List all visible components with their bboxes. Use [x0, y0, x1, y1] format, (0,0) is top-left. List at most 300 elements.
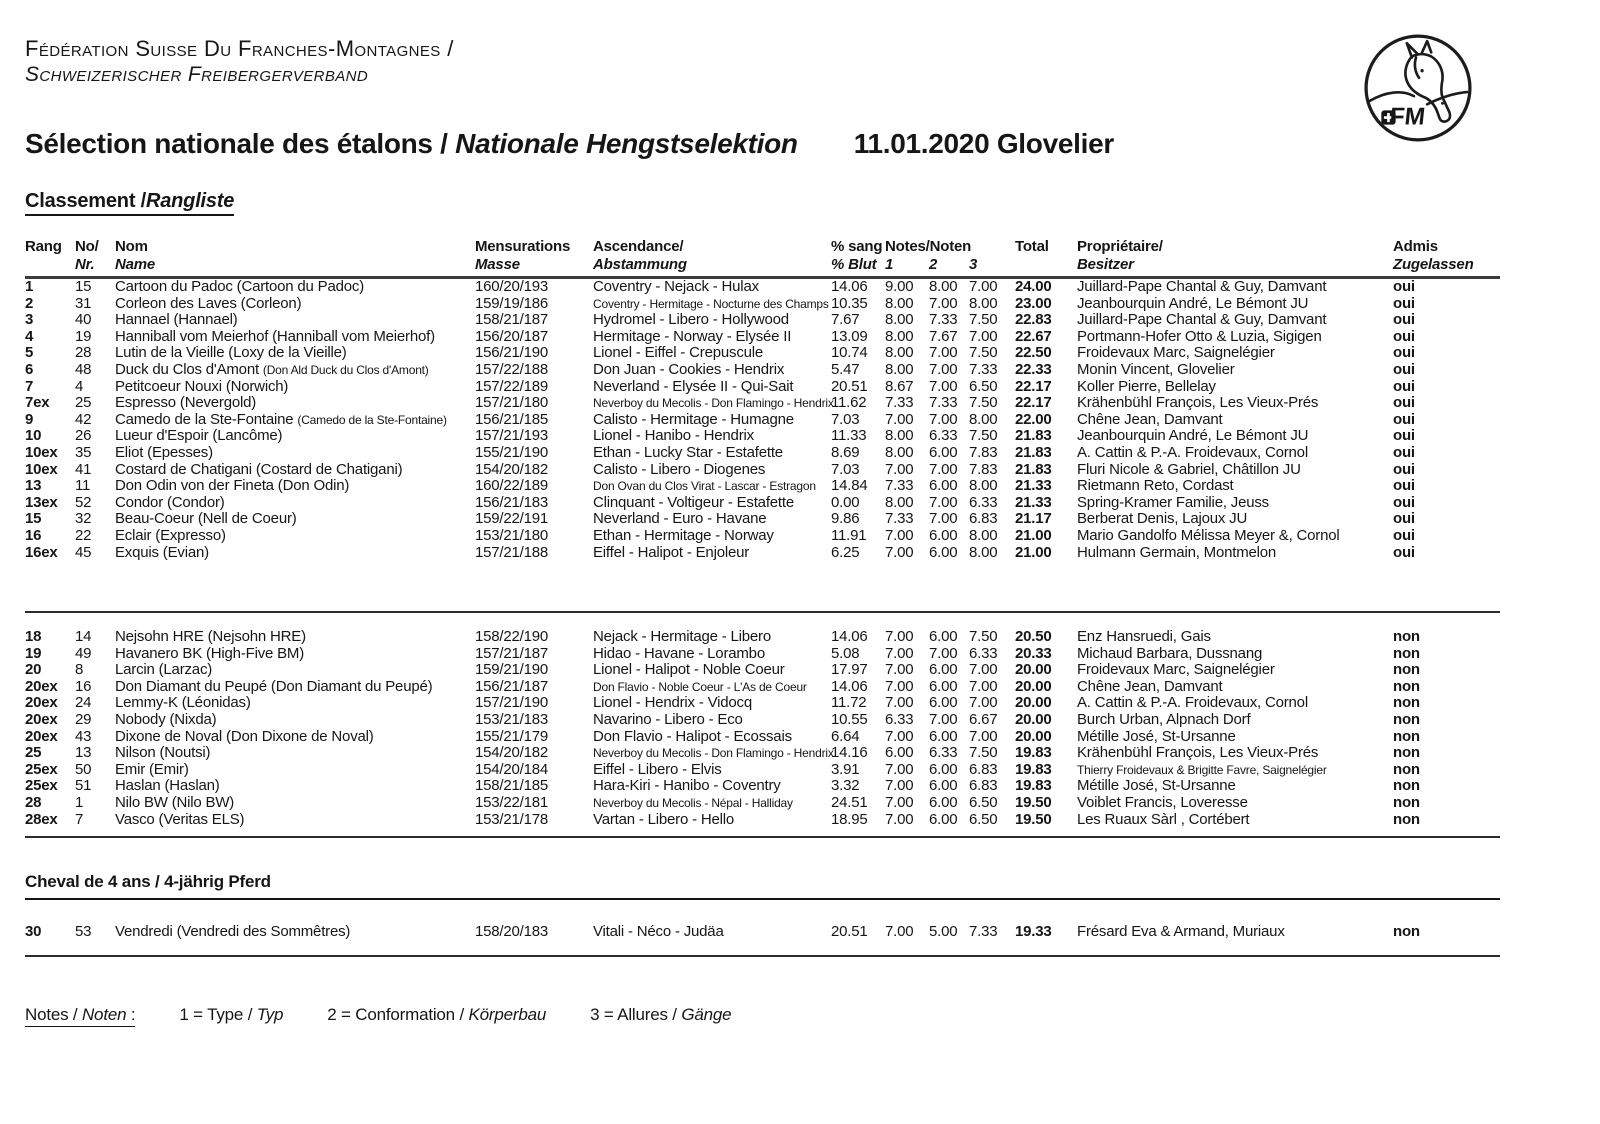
- table-row: [25, 296, 1500, 313]
- cell-proprietaire: Rietmann Reto, Cordast: [1077, 477, 1234, 495]
- col-header-asc-fr: Ascendance/: [593, 238, 684, 255]
- cell-rang: 19: [25, 644, 42, 662]
- table-header: [25, 238, 1500, 279]
- cell-note-2: 6.00: [929, 810, 958, 828]
- cell-note-1: 8.00: [885, 443, 914, 461]
- cell-note-3: 7.50: [969, 394, 998, 412]
- cell-proprietaire: Mario Gandolfo Mélissa Meyer &, Cornol: [1077, 526, 1340, 544]
- cell-total: 21.00: [1015, 526, 1052, 544]
- cell-admis: non: [1393, 923, 1420, 941]
- table-row: [25, 428, 1500, 445]
- cell-note-2: 7.33: [929, 311, 958, 329]
- table-row: [25, 312, 1500, 329]
- cell-proprietaire: Froidevaux Marc, Saignelégier: [1077, 344, 1275, 362]
- cell-no: 48: [75, 360, 92, 378]
- cell-nom: Vasco (Veritas ELS): [115, 810, 245, 828]
- cell-note-2: 6.00: [929, 694, 958, 712]
- cell-nom: Costard de Chatigani (Costard de Chatigani): [115, 460, 403, 478]
- cell-no: 25: [75, 394, 92, 412]
- cell-mensurations: 157/22/189: [475, 377, 549, 395]
- cell-proprietaire: Les Ruaux Sàrl , Cortébert: [1077, 810, 1250, 828]
- cell-total: 22.67: [1015, 327, 1052, 345]
- cell-sang: 10.74: [831, 344, 868, 362]
- cell-mensurations: 155/21/190: [475, 443, 549, 461]
- cell-admis: oui: [1393, 526, 1415, 544]
- cell-note-2: 7.00: [929, 360, 958, 378]
- table-row: [25, 412, 1500, 429]
- cell-rang: 20ex: [25, 694, 58, 712]
- cell-ascendance: Lionel - Halipot - Noble Coeur: [593, 661, 785, 679]
- cell-ascendance: Hydromel - Libero - Hollywood: [593, 311, 789, 329]
- cell-note-2: 6.00: [929, 794, 958, 812]
- table-row: [25, 924, 1500, 941]
- cell-ascendance: Nejack - Hermitage - Libero: [593, 628, 771, 646]
- cell-mensurations: 158/20/183: [475, 923, 549, 941]
- col-header-note-3: 3: [969, 256, 978, 273]
- cell-total: 19.33: [1015, 923, 1052, 941]
- cell-no: 50: [75, 760, 92, 778]
- cell-note-1: 7.00: [885, 810, 914, 828]
- cell-no: 43: [75, 727, 92, 745]
- cell-note-1: 7.00: [885, 727, 914, 745]
- cell-rang: 30: [25, 923, 42, 941]
- cell-note-2: 7.00: [929, 711, 958, 729]
- table-row: [25, 478, 1500, 495]
- cell-total: 21.33: [1015, 493, 1052, 511]
- cell-ascendance: Ethan - Lucky Star - Estafette: [593, 443, 783, 461]
- cell-rang: 28: [25, 794, 42, 812]
- cell-total: 20.00: [1015, 711, 1052, 729]
- cell-no: 22: [75, 526, 92, 544]
- cell-rang: 20ex: [25, 711, 58, 729]
- cell-admis: oui: [1393, 278, 1415, 295]
- table-row: [25, 379, 1500, 396]
- cell-ascendance: Neverboy du Mecolis - Don Flamingo - Hendrix: [593, 746, 834, 761]
- cell-note-1: 7.00: [885, 661, 914, 679]
- cell-total: 20.00: [1015, 694, 1052, 712]
- cell-note-3: 7.33: [969, 923, 998, 941]
- cell-proprietaire: Jeanbourquin André, Le Bémont JU: [1077, 294, 1309, 312]
- cell-note-1: 8.00: [885, 311, 914, 329]
- cell-sang: 10.55: [831, 711, 868, 729]
- cell-sang: 5.47: [831, 360, 860, 378]
- cell-note-1: 7.00: [885, 777, 914, 795]
- col-header-nom-fr: Nom: [115, 238, 148, 255]
- cell-admis: non: [1393, 794, 1420, 812]
- cell-proprietaire: Monin Vincent, Glovelier: [1077, 360, 1235, 378]
- cell-ascendance: Calisto - Hermitage - Humagne: [593, 410, 794, 428]
- cell-proprietaire: Juillard-Pape Chantal & Guy, Damvant: [1077, 278, 1327, 295]
- cell-no: 29: [75, 711, 92, 729]
- col-header-mens-fr: Mensurations: [475, 238, 571, 255]
- cell-sang: 14.84: [831, 477, 868, 495]
- cell-note-2: 6.00: [929, 677, 958, 695]
- cell-proprietaire: Krähenbühl François, Les Vieux-Prés: [1077, 394, 1319, 412]
- col-header-total: Total: [1015, 238, 1049, 255]
- cell-note-3: 6.33: [969, 644, 998, 662]
- cell-note-3: 7.83: [969, 460, 998, 478]
- cell-mensurations: 157/21/188: [475, 543, 549, 561]
- cell-total: 19.83: [1015, 760, 1052, 778]
- cell-nom: Lemmy-K (Léonidas): [115, 694, 251, 712]
- cell-nom: Nejsohn HRE (Nejsohn HRE): [115, 628, 306, 646]
- cell-mensurations: 154/20/182: [475, 460, 549, 478]
- cell-rang: 25ex: [25, 777, 58, 795]
- cell-total: 19.83: [1015, 744, 1052, 762]
- col-header-sang-fr: % sang: [831, 238, 883, 255]
- cell-nom: Haslan (Haslan): [115, 777, 220, 795]
- table-row: [25, 395, 1500, 412]
- cell-admis: oui: [1393, 294, 1415, 312]
- col-header-admis-de: Zugelassen: [1393, 256, 1474, 273]
- cell-note-3: 6.83: [969, 777, 998, 795]
- cell-note-1: 6.33: [885, 711, 914, 729]
- section-divider: [25, 955, 1500, 957]
- cell-note-1: 7.00: [885, 923, 914, 941]
- cell-note-1: 6.00: [885, 744, 914, 762]
- cell-nom: Dixone de Noval (Don Dixone de Noval): [115, 727, 374, 745]
- cell-note-3: 6.50: [969, 810, 998, 828]
- cell-sang: 10.35: [831, 294, 868, 312]
- cell-nom: Espresso (Nevergold): [115, 394, 257, 412]
- cell-rang: 10ex: [25, 460, 58, 478]
- cell-proprietaire: Voiblet Francis, Loveresse: [1077, 794, 1248, 812]
- cell-no: 42: [75, 410, 92, 428]
- cell-ascendance: Lionel - Hendrix - Vidocq: [593, 694, 752, 712]
- cell-mensurations: 157/21/193: [475, 427, 549, 445]
- cell-proprietaire: Michaud Barbara, Dussnang: [1077, 644, 1263, 662]
- col-header-note-2: 2: [929, 256, 938, 273]
- cell-admis: non: [1393, 810, 1420, 828]
- cell-nom: Nobody (Nixda): [115, 711, 217, 729]
- table-row: [25, 712, 1500, 729]
- cell-admis: non: [1393, 777, 1420, 795]
- cell-proprietaire: Juillard-Pape Chantal & Guy, Damvant: [1077, 311, 1327, 329]
- cell-total: 21.17: [1015, 510, 1052, 528]
- cell-sang: 9.86: [831, 510, 860, 528]
- cell-sang: 11.33: [831, 427, 867, 445]
- cell-proprietaire: Chêne Jean, Damvant: [1077, 677, 1223, 695]
- cell-rang: 20: [25, 661, 42, 679]
- notes-legend: [25, 1005, 1500, 1027]
- cell-ascendance: Neverland - Euro - Havane: [593, 510, 767, 528]
- cell-proprietaire: Koller Pierre, Bellelay: [1077, 377, 1216, 395]
- cell-note-3: 6.50: [969, 794, 998, 812]
- cell-note-2: 6.00: [929, 526, 958, 544]
- cell-mensurations: 156/21/187: [475, 677, 549, 695]
- cell-nom-alias: (Camedo de la Ste-Fontaine): [297, 412, 447, 427]
- cell-total: 23.00: [1015, 294, 1052, 312]
- cell-note-3: 7.33: [969, 360, 998, 378]
- cell-note-2: 5.00: [929, 923, 958, 941]
- cell-ascendance: Clinquant - Voltigeur - Estafette: [593, 493, 795, 511]
- cell-admis: oui: [1393, 493, 1415, 511]
- cell-admis: oui: [1393, 460, 1415, 478]
- cell-mensurations: 156/21/185: [475, 410, 549, 428]
- col-header-no-de: Nr.: [75, 256, 95, 273]
- cell-note-3: 6.83: [969, 760, 998, 778]
- cell-no: 31: [75, 294, 92, 312]
- table-row: [25, 812, 1500, 829]
- cell-sang: 6.25: [831, 543, 860, 561]
- cell-note-1: 7.00: [885, 628, 914, 646]
- cell-sang: 13.09: [831, 327, 868, 345]
- four-year-section-title: Cheval de 4 ans / 4-jährig Pferd: [25, 872, 1500, 900]
- organization-name-fr: Fédération Suisse Du Franches-Montagnes /: [25, 36, 454, 61]
- cell-mensurations: 160/22/189: [475, 477, 549, 495]
- cell-mensurations: 159/21/190: [475, 661, 549, 679]
- cell-proprietaire: Métille José, St-Ursanne: [1077, 777, 1236, 795]
- organization-name-de: Schweizerischer Freibergerverband: [25, 63, 369, 86]
- cell-note-2: 6.00: [929, 760, 958, 778]
- cell-note-3: 6.50: [969, 377, 998, 395]
- cell-no: 11: [75, 477, 91, 495]
- table-row: [25, 762, 1500, 779]
- cell-ascendance: Coventry - Hermitage - Nocturne des Champs: [593, 296, 829, 311]
- col-header-prop-fr: Propriétaire/: [1077, 238, 1163, 255]
- cell-rang: 25: [25, 744, 42, 762]
- cell-note-3: 7.00: [969, 327, 998, 345]
- cell-note-3: 7.50: [969, 744, 998, 762]
- cell-note-3: 8.00: [969, 294, 998, 312]
- cell-admis: oui: [1393, 377, 1415, 395]
- cell-proprietaire: Fluri Nicole & Gabriel, Châtillon JU: [1077, 460, 1301, 478]
- cell-mensurations: 153/21/180: [475, 526, 549, 544]
- cell-note-1: 7.00: [885, 677, 914, 695]
- cell-proprietaire: Krähenbühl François, Les Vieux-Prés: [1077, 744, 1319, 762]
- cell-mensurations: 153/22/181: [475, 794, 549, 812]
- table-row: [25, 329, 1500, 346]
- cell-no: 26: [75, 427, 92, 445]
- cell-note-3: 6.83: [969, 510, 998, 528]
- cell-nom: Vendredi (Vendredi des Sommêtres): [115, 923, 351, 941]
- cell-admis: oui: [1393, 327, 1415, 345]
- cell-mensurations: 158/21/185: [475, 777, 549, 795]
- cell-nom: Don Odin von der Fineta (Don Odin): [115, 477, 350, 495]
- cell-note-1: 8.67: [885, 377, 914, 395]
- cell-total: 20.50: [1015, 628, 1052, 646]
- table-row: [25, 679, 1500, 696]
- cell-mensurations: 156/21/190: [475, 344, 549, 362]
- cell-ascendance: Neverboy du Mecolis - Népal - Halliday: [593, 796, 793, 811]
- cell-total: 20.00: [1015, 677, 1052, 695]
- cell-nom: Havanero BK (High-Five BM): [115, 644, 305, 662]
- cell-total: 22.00: [1015, 410, 1052, 428]
- cell-note-2: 7.00: [929, 510, 958, 528]
- cell-admis: oui: [1393, 394, 1415, 412]
- cell-note-1: 7.00: [885, 526, 914, 544]
- col-header-note-1: 1: [885, 256, 894, 273]
- cell-ascendance: Don Ovan du Clos Virat - Lascar - Estragon: [593, 479, 816, 494]
- cell-note-1: 7.00: [885, 543, 914, 561]
- cell-admis: oui: [1393, 360, 1415, 378]
- cell-note-1: 7.00: [885, 760, 914, 778]
- cell-note-3: 7.50: [969, 311, 998, 329]
- cell-note-3: 7.00: [969, 694, 998, 712]
- section-not-admitted-rows: [25, 629, 1500, 828]
- cell-note-2: 6.00: [929, 661, 958, 679]
- ranking-table: [25, 238, 1500, 957]
- cell-mensurations: 154/20/184: [475, 760, 549, 778]
- cell-note-1: 8.00: [885, 294, 914, 312]
- cell-proprietaire: A. Cattin & P.-A. Froidevaux, Cornol: [1077, 694, 1308, 712]
- cell-note-2: 8.00: [929, 278, 958, 295]
- cell-proprietaire: Métille José, St-Ursanne: [1077, 727, 1236, 745]
- cell-mensurations: 157/21/180: [475, 394, 549, 412]
- cell-note-2: 6.00: [929, 777, 958, 795]
- cell-no: 52: [75, 493, 92, 511]
- organization-name: [25, 36, 1500, 88]
- table-row: [25, 462, 1500, 479]
- cell-sang: 24.51: [831, 794, 868, 812]
- cell-rang: 9: [25, 410, 34, 428]
- col-header-prop-de: Besitzer: [1077, 256, 1134, 273]
- cell-rang: 25ex: [25, 760, 58, 778]
- cell-total: 22.83: [1015, 311, 1052, 329]
- cell-no: 19: [75, 327, 92, 345]
- cell-note-1: 7.00: [885, 410, 914, 428]
- col-header-asc-de: Abstammung: [593, 256, 687, 273]
- cell-ascendance: Ethan - Hermitage - Norway: [593, 526, 774, 544]
- table-row: [25, 778, 1500, 795]
- cell-admis: non: [1393, 644, 1420, 662]
- cell-note-3: 8.00: [969, 526, 998, 544]
- cell-note-2: 7.00: [929, 644, 958, 662]
- table-row: [25, 445, 1500, 462]
- table-row: [25, 745, 1500, 762]
- cell-ascendance: Lionel - Hanibo - Hendrix: [593, 427, 754, 445]
- table-header-row-2: [25, 256, 1500, 274]
- cell-ascendance: Vitali - Néco - Judäa: [593, 923, 724, 941]
- cell-mensurations: 158/21/187: [475, 311, 549, 329]
- cell-sang: 7.03: [831, 460, 860, 478]
- cell-note-1: 8.00: [885, 427, 914, 445]
- cell-mensurations: 157/21/190: [475, 694, 549, 712]
- cell-sang: 11.91: [831, 526, 867, 544]
- cell-note-1: 7.33: [885, 510, 914, 528]
- cell-admis: non: [1393, 727, 1420, 745]
- col-header-sang-de: % Blut: [831, 256, 877, 273]
- table-row: [25, 362, 1500, 379]
- cell-nom: Hannael (Hannael): [115, 311, 238, 329]
- cell-mensurations: 155/21/179: [475, 727, 549, 745]
- cell-admis: non: [1393, 661, 1420, 679]
- cell-rang: 3: [25, 311, 34, 329]
- cell-sang: 14.16: [831, 744, 868, 762]
- cell-admis: oui: [1393, 443, 1415, 461]
- section-title: [25, 190, 234, 216]
- section-divider: [25, 836, 1500, 838]
- table-row: [25, 495, 1500, 512]
- cell-mensurations: 156/20/187: [475, 327, 549, 345]
- cell-proprietaire: Enz Hansruedi, Gais: [1077, 628, 1211, 646]
- event-date-place: 11.01.2020 Glovelier: [853, 128, 1114, 159]
- table-row: [25, 729, 1500, 746]
- fm-logo-text: FM: [1388, 103, 1427, 131]
- cell-no: 15: [75, 278, 92, 295]
- cell-mensurations: 157/21/187: [475, 644, 549, 662]
- col-header-notes: Notes/Noten: [885, 238, 972, 255]
- cell-sang: 18.95: [831, 810, 868, 828]
- cell-sang: 11.62: [831, 394, 867, 412]
- cell-admis: non: [1393, 694, 1420, 712]
- cell-sang: 7.03: [831, 410, 860, 428]
- cell-total: 22.17: [1015, 394, 1052, 412]
- cell-sang: 0.00: [831, 493, 860, 511]
- cell-ascendance: Eiffel - Libero - Elvis: [593, 760, 722, 778]
- cell-no: 24: [75, 694, 92, 712]
- cell-proprietaire: A. Cattin & P.-A. Froidevaux, Cornol: [1077, 443, 1308, 461]
- cell-nom: Emir (Emir): [115, 760, 189, 778]
- cell-admis: non: [1393, 760, 1420, 778]
- cell-ascendance: Vartan - Libero - Hello: [593, 810, 735, 828]
- cell-total: 19.50: [1015, 810, 1052, 828]
- cell-sang: 5.08: [831, 644, 860, 662]
- cell-admis: oui: [1393, 311, 1415, 329]
- cell-nom: Corleon des Laves (Corleon): [115, 294, 302, 312]
- cell-rang: 7: [25, 377, 34, 395]
- cell-nom: Duck du Clos d'Amont (Don Ald Duck du Clos d'Amont): [115, 360, 429, 378]
- cell-rang: 13ex: [25, 493, 58, 511]
- cell-no: 41: [75, 460, 92, 478]
- cell-proprietaire: Spring-Kramer Familie, Jeuss: [1077, 493, 1269, 511]
- cell-no: 45: [75, 543, 92, 561]
- cell-nom: Nilson (Noutsi): [115, 744, 211, 762]
- table-row: [25, 545, 1500, 562]
- cell-note-2: 7.33: [929, 394, 958, 412]
- cell-admis: non: [1393, 628, 1420, 646]
- note-item-2: 2 = Conformation / Körperbau: [327, 1004, 547, 1024]
- cell-no: 14: [75, 628, 92, 646]
- cell-rang: 16ex: [25, 543, 58, 561]
- cell-ascendance: Don Flavio - Noble Coeur - L'As de Coeur: [593, 679, 807, 694]
- page-title-de: Nationale Hengstselektion: [455, 128, 798, 159]
- cell-rang: 10: [25, 427, 42, 445]
- cell-total: 22.17: [1015, 377, 1052, 395]
- table-row: [25, 646, 1500, 663]
- cell-nom: Larcin (Larzac): [115, 661, 213, 679]
- fm-logo-icon: [1362, 32, 1474, 144]
- cell-mensurations: 160/20/193: [475, 278, 549, 295]
- notes-label: Notes / Noten :: [25, 1005, 135, 1027]
- cell-rang: 13: [25, 477, 42, 495]
- cell-note-2: 7.00: [929, 377, 958, 395]
- cell-note-1: 7.00: [885, 694, 914, 712]
- cell-nom: Petitcoeur Nouxi (Norwich): [115, 377, 289, 395]
- cell-total: 21.00: [1015, 543, 1052, 561]
- cell-mensurations: 158/22/190: [475, 628, 549, 646]
- cell-rang: 1: [25, 278, 34, 295]
- cell-no: 35: [75, 443, 92, 461]
- table-row: [25, 695, 1500, 712]
- cell-note-3: 8.00: [969, 543, 998, 561]
- cell-rang: 15: [25, 510, 42, 528]
- table-row: [25, 795, 1500, 812]
- table-row: [25, 629, 1500, 646]
- table-row: [25, 662, 1500, 679]
- cell-nom: Nilo BW (Nilo BW): [115, 794, 235, 812]
- cell-no: 32: [75, 510, 92, 528]
- cell-note-2: 6.00: [929, 543, 958, 561]
- col-header-admis-fr: Admis: [1393, 238, 1438, 255]
- cell-no: 4: [75, 377, 84, 395]
- cell-no: 51: [75, 777, 92, 795]
- note-item-3: 3 = Allures / Gänge: [590, 1004, 732, 1024]
- cell-note-1: 7.00: [885, 460, 914, 478]
- cell-nom: Don Diamant du Peupé (Don Diamant du Peupé): [115, 677, 433, 695]
- cell-no: 49: [75, 644, 92, 662]
- cell-mensurations: 154/20/182: [475, 744, 549, 762]
